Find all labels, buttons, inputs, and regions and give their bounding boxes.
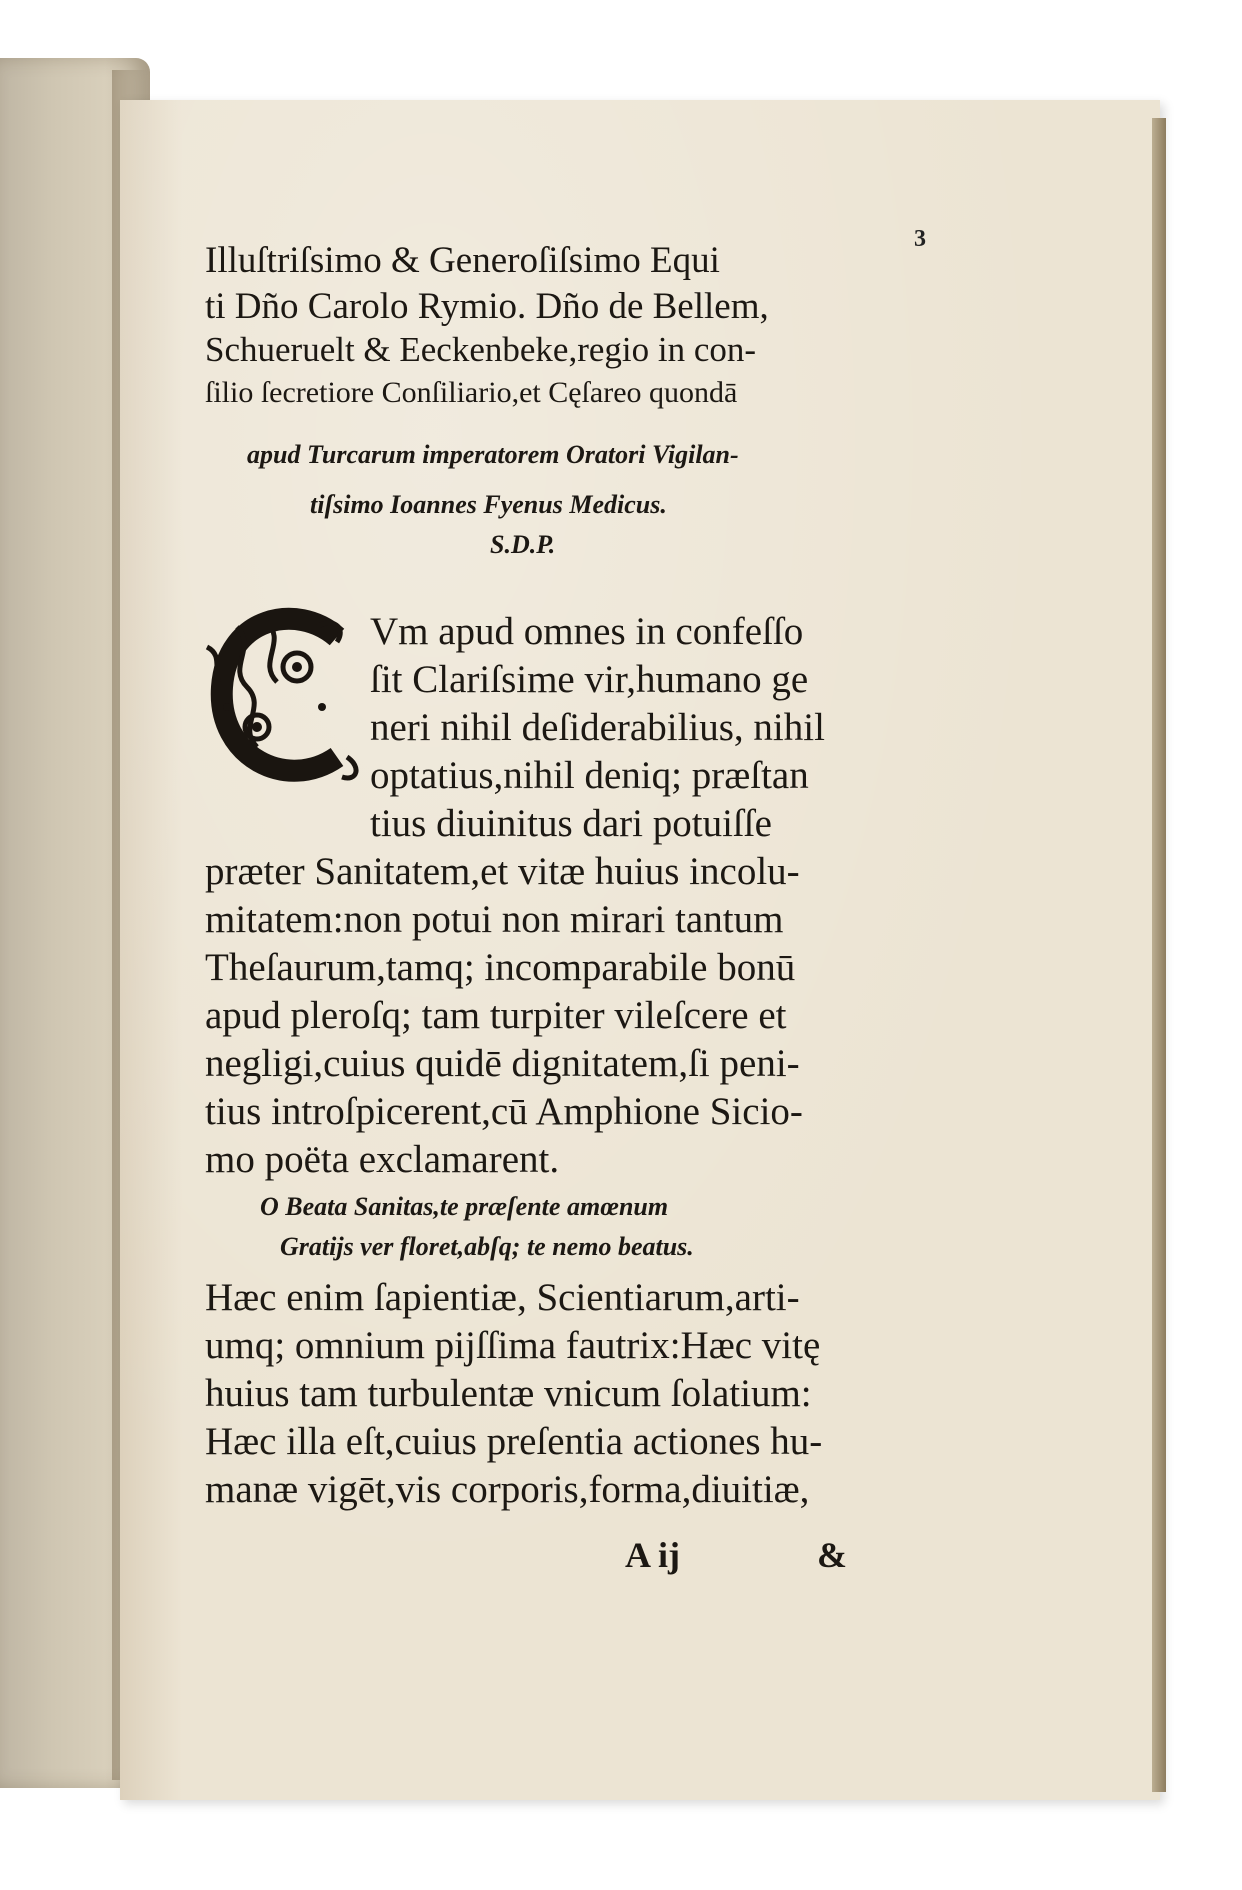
heading-line: ſilio ſecretiore Conſiliario,et Cęſareo quondā: [205, 376, 738, 409]
heading-italic-line: tiſsimo Ioannes Fyenus Medicus.: [310, 490, 667, 519]
body-line: apud pleroſq; tam turpiter vileſcere et: [205, 994, 787, 1037]
page-number: 3: [914, 226, 926, 252]
body-line: Vm apud omnes in confeſſo: [370, 610, 804, 653]
body-line: præter Sanitatem,et vitæ huius incolu-: [205, 850, 800, 893]
verse-line: O Beata Sanitas,te præſente amœnum: [260, 1192, 669, 1221]
heading-line: Schueruelt & Eeckenbeke,regio in con-: [205, 330, 757, 369]
body-line: umq; omnium pijſſima fautrix:Hæc vitę: [205, 1324, 821, 1367]
signature-mark: A ij: [625, 1535, 681, 1575]
heading-line: Illuſtriſsimo & Generoſiſsimo Equi: [205, 240, 720, 281]
page-edge: [1152, 118, 1166, 1792]
body-line: ſit Clariſsime vir,humano ge: [370, 658, 809, 701]
body-line: mo poëta exclamarent.: [205, 1138, 560, 1181]
heading-line: ti Dño Carolo Rymio. Dño de Bellem,: [205, 286, 769, 327]
body-line: Theſaurum,tamq; incomparabile bonū: [205, 946, 796, 989]
body-line: neri nihil deſiderabilius, nihil: [370, 706, 825, 749]
verse-line: Gratijs ver floret,abſq; te nemo beatus.: [280, 1232, 694, 1261]
decorated-initial-c: [197, 607, 372, 787]
body-line: negligi,cuius quidē dignitatem,ſi peni-: [205, 1042, 800, 1085]
body-line: huius tam turbulentæ vnicum ſolatium:: [205, 1372, 812, 1415]
heading-italic-line: apud Turcarum imperatorem Oratori Vigilan-: [247, 440, 739, 469]
body-line: tius diuinitus dari potuiſſe: [370, 802, 772, 845]
heading-italic-line: S.D.P.: [490, 530, 556, 559]
body-line: tius introſpicerent,cū Amphione Sicio-: [205, 1090, 803, 1133]
catchword: &: [817, 1535, 847, 1575]
body-line: Hæc illa eſt,cuius preſentia actiones hu-: [205, 1420, 823, 1463]
body-line: manæ vigēt,vis corporis,forma,diuitiæ,: [205, 1468, 810, 1511]
body-line: mitatem:non potui non mirari tantum: [205, 898, 784, 941]
body-line: Hæc enim ſapientiæ, Scientiarum,arti-: [205, 1276, 800, 1319]
body-line: optatius,nihil deniq; præſtan: [370, 754, 809, 797]
